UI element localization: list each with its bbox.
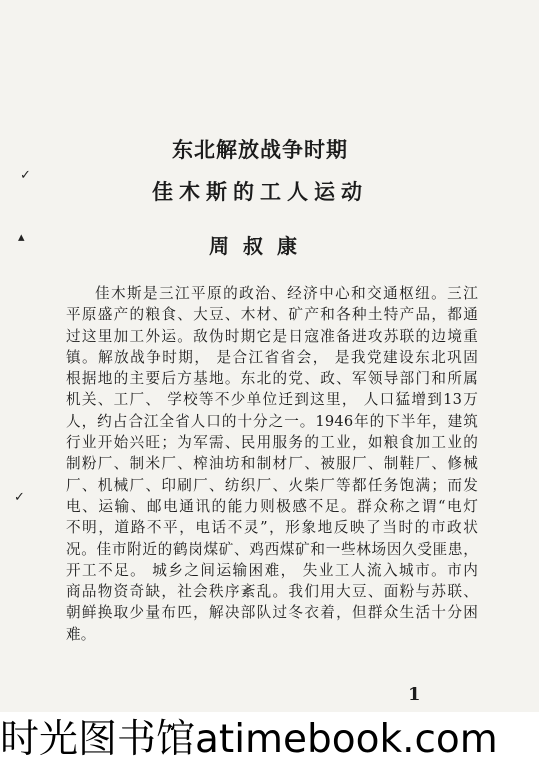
scan-speck: ✓ bbox=[14, 490, 25, 505]
body-line: 不明，道路不平，电话不灵”，形象地反映了当时的市政状 bbox=[66, 519, 478, 537]
body-line: 过这里加工外运。敌伪时期它是日寇准备进攻苏联的边境重 bbox=[66, 327, 478, 345]
body-line: 厂、机械厂、印刷厂、纺织厂、火柴厂等都任务饱满；而发 bbox=[66, 476, 478, 494]
body-line: 朝鲜换取少量布匹，解决部队过冬衣着，但群众生活十分困 bbox=[66, 604, 478, 622]
body-line: 难。 bbox=[66, 625, 96, 643]
body-line: 平原盛产的粮食、大豆、木材、矿产和各种土特产品，都通 bbox=[66, 306, 478, 324]
body-line: 镇。解放战争时期， 是合江省省会， 是我党建设东北巩固 bbox=[66, 348, 478, 366]
body-line: 人，约占合江全省人口的十分之一。1946年的下半年，建筑 bbox=[66, 412, 478, 430]
article-title-line1: 东北解放战争时期 bbox=[172, 138, 348, 162]
body-line: 根据地的主要后方基地。东北的党、政、军领导部门和所属 bbox=[66, 370, 478, 388]
scan-speck: ▴ bbox=[18, 230, 25, 245]
body-line: 况。佳市附近的鹤岗煤矿、鸡西煤矿和一些林场因久受匪患， bbox=[66, 540, 478, 558]
body-line: 佳木斯是三江平原的政治、经济中心和交通枢纽。三江 bbox=[95, 285, 478, 302]
body-line: 开工不足。 城乡之间运输困难， 失业工人流入城市。市内 bbox=[66, 561, 478, 579]
body-line: 商品物资奇缺，社会秩序紊乱。我们用大豆、面粉与苏联、 bbox=[66, 583, 478, 601]
body-line: 机关、工厂、 学校等不少单位迁到这里， 人口猛增到13万 bbox=[66, 391, 478, 409]
page-number: 1 bbox=[408, 684, 421, 705]
body-line: 行业开始兴旺；为军需、民用服务的工业，如粮食加工业的 bbox=[66, 434, 478, 452]
watermark-banner: 时光图书馆atimebook.com bbox=[0, 712, 539, 768]
scan-speck: ✓ bbox=[20, 168, 31, 183]
article-title-line2: 佳木斯的工人运动 bbox=[152, 180, 368, 204]
body-paragraph bbox=[66, 283, 478, 645]
author-name: 周叔康 bbox=[209, 234, 311, 258]
body-line: 制粉厂、制米厂、榨油坊和制材厂、被服厂、制鞋厂、修械 bbox=[66, 455, 478, 473]
body-line: 电、运输、邮电通讯的能力则极感不足。群众称之谓“电灯 bbox=[66, 497, 478, 515]
